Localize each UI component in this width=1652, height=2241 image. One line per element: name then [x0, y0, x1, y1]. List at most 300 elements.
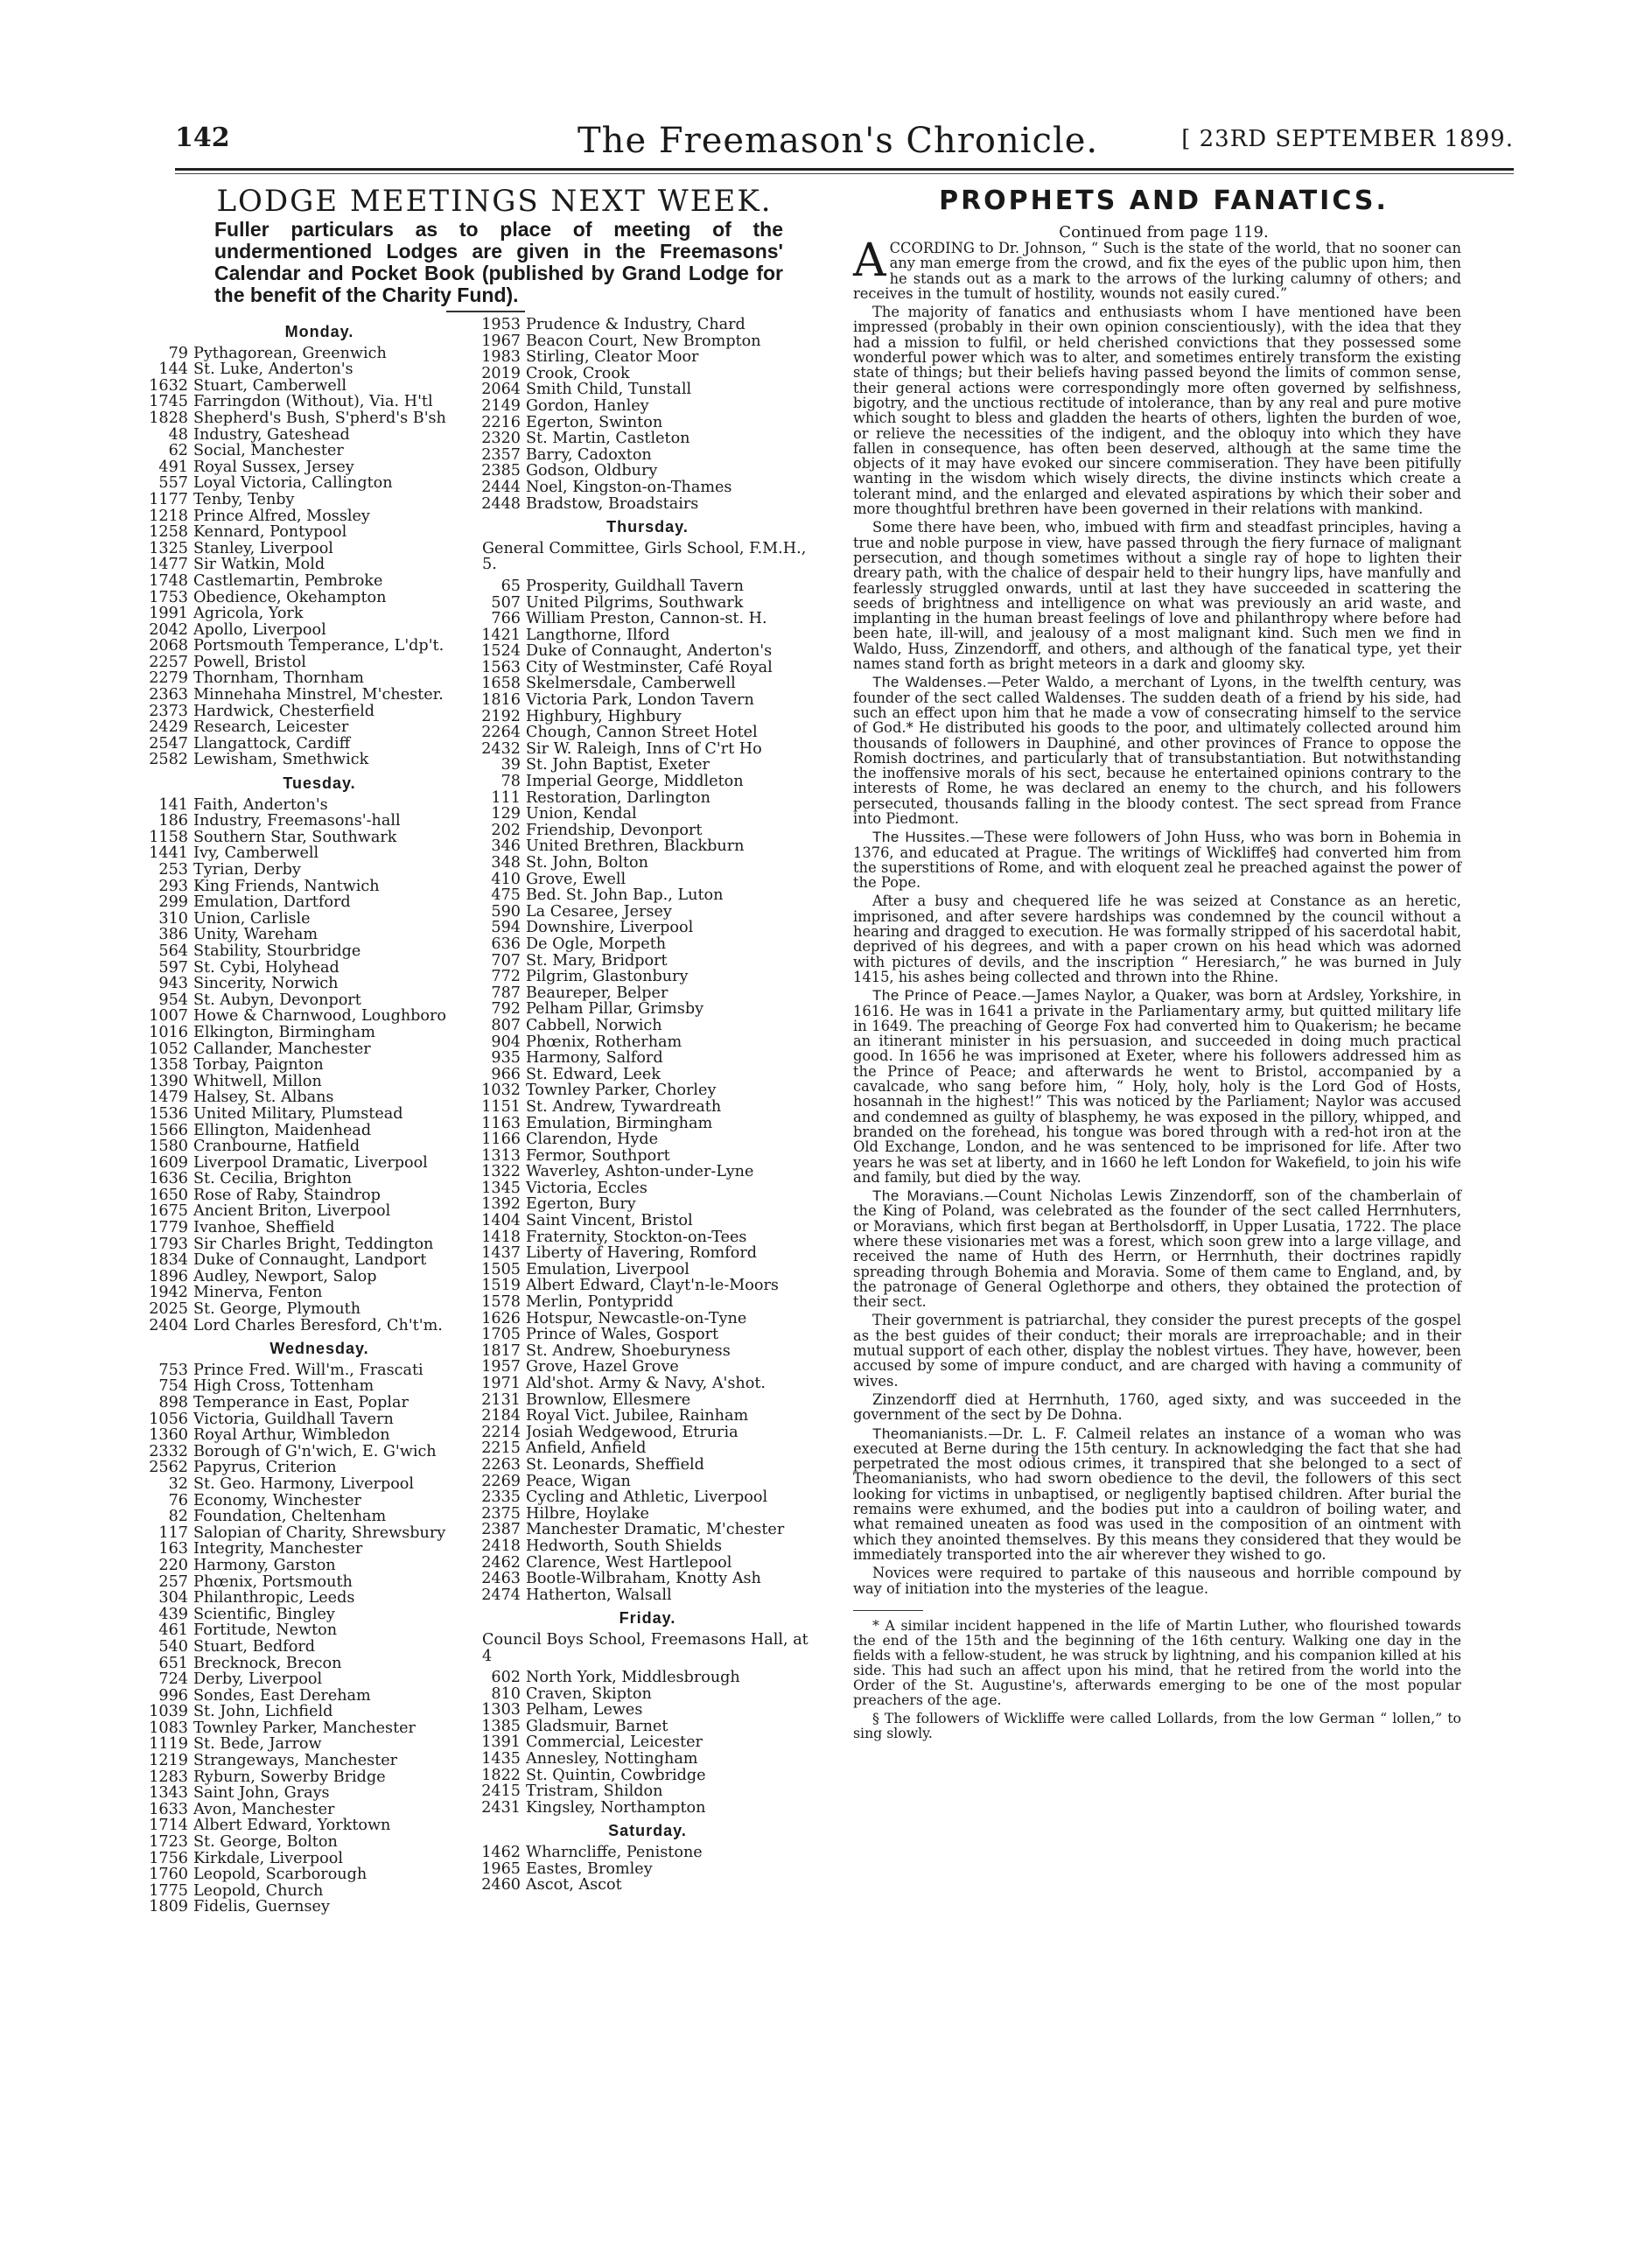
lodge-number: 2444	[481, 478, 521, 496]
lodge-number: 597	[158, 958, 188, 977]
lodge-number: 2335	[481, 1488, 521, 1507]
article-paragraph: The Hussites.—These were followers of John Huss, who was born in Bohemia in 1376, and educated at Prague. The writings of Wickliffe§ had converted him from the superstitions of Rome, and with eloquent zeal he preached against the power of the Pope.	[853, 829, 1461, 892]
lodge-name: Royal Sussex, Jersey	[193, 459, 354, 476]
lodge-number: 111	[491, 788, 521, 807]
lodge-name: Ald'shot. Army & Navy, A'shot.	[526, 1376, 766, 1392]
lodge-entry	[477, 1278, 818, 1294]
lodge-entry	[144, 1427, 494, 1444]
lodge-name: Hedworth, South Shields	[526, 1537, 722, 1555]
lodge-number: 2068	[149, 637, 188, 655]
lodge-name: Southern Star, Southwark	[193, 829, 397, 846]
lodge-name: Union, Carlisle	[193, 910, 311, 928]
lodge-number: 898	[158, 1394, 188, 1411]
lodge-name: Ascot, Ascot	[526, 1877, 622, 1894]
lodge-name: Pythagorean, Greenwich	[193, 345, 387, 362]
lodge-number: 2363	[149, 686, 188, 704]
lodge-meetings-intro: Fuller particulars as to place of meeting of the undermentioned Lodges are given in the Freemasons' Calendar and Pocket Book (published by Grand Lodge for the benefit of the Charity Fund).	[214, 218, 783, 306]
lodge-entry	[144, 1378, 494, 1395]
lodge-number: 461	[158, 1621, 188, 1640]
lodge-number: 1421	[481, 626, 521, 644]
lodge-number: 1519	[481, 1277, 521, 1295]
lodge-name: Halsey, St. Albans	[193, 1089, 334, 1106]
lodge-name: St. Aubyn, Devonport	[193, 991, 361, 1009]
lodge-name: Merlin, Pontypridd	[526, 1294, 674, 1311]
lodge-name: Unity, Wareham	[193, 927, 318, 943]
lodge-name: Kennard, Pontypool	[193, 524, 347, 541]
lodge-entry	[477, 1555, 818, 1572]
lodge-entry	[477, 660, 818, 676]
lodge-number: 163	[158, 1540, 188, 1558]
lodge-name: Stuart, Bedford	[193, 1638, 315, 1656]
lodge-name: Research, Leicester	[193, 719, 349, 736]
lodge-entry	[477, 1018, 818, 1034]
lodge-number: 1345	[481, 1179, 521, 1197]
lodge-number: 129	[491, 805, 521, 823]
lodge-entry	[144, 1476, 494, 1493]
lodge-name: St. Quintin, Cowbridge	[526, 1767, 706, 1784]
lodge-name: Liverpool Dramatic, Liverpool	[193, 1154, 428, 1172]
lodge-name: Agricola, York	[193, 606, 304, 622]
lodge-number: 1626	[481, 1309, 521, 1327]
lodge-name: Stuart, Camberwell	[193, 377, 347, 395]
lodge-entry	[477, 1327, 818, 1343]
lodge-number: 1358	[149, 1056, 188, 1075]
lodge-number: 62	[168, 442, 188, 460]
lodge-number: 1039	[149, 1703, 188, 1721]
article-paragraph: ACCORDING to Dr. Johnson, “ Such is the state of the world, that no sooner can any man emerge from the crowd, and fix the eyes of the public upon him, then he stands out as a mark to the arrows of the lurking calumny of others; and receives in the tumult of hostility, wounds not easily cured.”	[853, 235, 1461, 302]
lodge-entry	[144, 606, 494, 622]
lodge-list-thursday	[477, 578, 818, 1603]
lodge-name: Torbay, Paignton	[193, 1057, 324, 1074]
lodge-name: Crook, Crook	[526, 365, 630, 382]
lodge-name: St. George, Plymouth	[193, 1301, 361, 1318]
lodge-number: 1477	[149, 556, 188, 574]
lodge-number: 1834	[149, 1251, 188, 1270]
lodge-number: 2269	[481, 1472, 521, 1490]
lodge-number: 257	[158, 1572, 188, 1591]
lodge-entry	[144, 911, 494, 928]
lodge-number: 1479	[149, 1089, 188, 1107]
lodge-number: 32	[168, 1474, 188, 1493]
lodge-number: 202	[491, 821, 521, 839]
lodge-entry	[477, 1425, 818, 1441]
lodge-name: St. John Baptist, Exeter	[526, 757, 710, 774]
lodge-number: 2042	[149, 620, 188, 639]
lodge-entry	[144, 1704, 494, 1720]
lodge-name: Emulation, Dartford	[193, 894, 351, 911]
lodge-entry	[477, 985, 818, 1002]
page-number: 142	[175, 123, 230, 153]
lodge-entry	[144, 1318, 494, 1334]
lodge-name: Fidelis, Guernsey	[193, 1899, 330, 1915]
lodge-number: 1745	[149, 393, 188, 411]
lodge-number: 1524	[481, 642, 521, 661]
lodge-name: Bradstow, Broadstairs	[526, 495, 699, 513]
lodge-number: 1056	[149, 1410, 188, 1428]
lodge-name: Fraternity, Stockton-on-Tees	[526, 1229, 747, 1246]
lodge-entry	[144, 1802, 494, 1818]
lodge-number: 1083	[149, 1719, 188, 1737]
lodge-column-right	[477, 317, 818, 1894]
lodge-name: Sondes, East Dereham	[193, 1687, 371, 1705]
lodge-entry	[477, 333, 818, 350]
lodge-number: 386	[158, 926, 188, 944]
lodge-entry	[144, 1509, 494, 1525]
lodge-name: Harmony, Salford	[526, 1050, 663, 1067]
lodge-name: Foundation, Cheltenham	[193, 1509, 387, 1525]
lodge-number: 1303	[481, 1701, 521, 1719]
lodge-number: 787	[491, 984, 521, 1002]
lodge-entry	[144, 1041, 494, 1058]
lodge-number: 2460	[481, 1876, 521, 1894]
lodge-number: 141	[158, 795, 188, 814]
lodge-name: Ivy, Camberwell	[193, 845, 319, 862]
footnote-rule	[853, 1610, 923, 1611]
lodge-name: De Ogle, Morpeth	[526, 935, 667, 953]
lodge-name: St. Cecilia, Brighton	[193, 1171, 353, 1187]
lodge-name: Pelham Pillar, Grimsby	[526, 1001, 704, 1018]
lodge-number: 2216	[481, 413, 521, 431]
lodge-entry	[477, 838, 818, 855]
lodge-entry	[144, 1769, 494, 1786]
lodge-name: Elkington, Birmingham	[193, 1024, 375, 1041]
lodge-number: 2375	[481, 1504, 521, 1523]
article-title: PROPHETS AND FANATICS.	[939, 186, 1389, 216]
lodge-number: 1343	[149, 1784, 188, 1803]
lodge-name: Hotspur, Newcastle-on-Tyne	[526, 1310, 747, 1327]
lodge-entry	[144, 1753, 494, 1769]
lodge-entry	[144, 976, 494, 992]
lodge-number: 724	[158, 1670, 188, 1689]
lodge-number: 1809	[149, 1898, 188, 1916]
lodge-entry	[144, 1817, 494, 1834]
lodge-number: 1219	[149, 1752, 188, 1770]
lodge-name: Fortitude, Newton	[193, 1622, 338, 1639]
lodge-entry	[477, 1067, 818, 1083]
lodge-name: St. Geo. Harmony, Liverpool	[193, 1475, 415, 1493]
lodge-list-wednesday-cont	[477, 317, 818, 512]
lodge-entry	[477, 872, 818, 888]
lodge-entry	[477, 1099, 818, 1116]
lodge-name: Portsmouth Temperance, L'dp't.	[193, 638, 444, 655]
lodge-entry	[144, 1590, 494, 1607]
lodge-name: Leopold, Scarborough	[193, 1866, 368, 1883]
lodge-name: Cabbell, Norwich	[526, 1017, 662, 1034]
lodge-entry	[477, 382, 818, 398]
lodge-number: 39	[500, 756, 521, 774]
lodge-name: Social, Manchester	[193, 443, 344, 459]
lodge-number: 1007	[149, 1007, 188, 1026]
lodge-name: Royal Arthur, Wimbledon	[193, 1427, 390, 1444]
lodge-name: City of Westminster, Café Royal	[526, 659, 773, 676]
lodge-entry	[144, 813, 494, 830]
lodge-entry	[477, 1440, 818, 1457]
lodge-entry	[477, 823, 818, 839]
lodge-name: St. Mary, Bridport	[526, 952, 668, 970]
lodge-number: 1983	[481, 348, 521, 367]
lodge-number: 1675	[149, 1202, 188, 1221]
lodge-entry	[144, 752, 494, 768]
lodge-name: Phœnix, Portsmouth	[193, 1573, 353, 1591]
lodge-entry	[144, 1866, 494, 1883]
lodge-number: 1325	[149, 539, 188, 557]
lodge-number: 2264	[481, 724, 521, 742]
lodge-number: 2429	[149, 718, 188, 737]
lodge-name: Harmony, Garston	[193, 1557, 336, 1574]
lodge-number: 304	[158, 1589, 188, 1607]
friday-committee: Council Boys School, Freemasons Hall, at 4	[482, 1630, 808, 1665]
lodge-name: Leopold, Church	[193, 1882, 324, 1900]
lodge-name: Ellington, Maidenhead	[193, 1122, 372, 1139]
lodge-entry	[477, 904, 818, 921]
lodge-name: Ryburn, Sowerby Bridge	[193, 1768, 386, 1786]
lodge-name: Royal Vict. Jubilee, Rainham	[526, 1408, 749, 1425]
lodge-entry	[477, 1670, 818, 1686]
lodge-number: 1753	[149, 588, 188, 606]
lodge-entry	[477, 1082, 818, 1099]
lodge-entry	[144, 845, 494, 862]
lodge-number: 594	[491, 919, 521, 937]
lodge-number: 1705	[481, 1326, 521, 1344]
lodge-number: 1828	[149, 409, 188, 427]
lodge-list-friday	[477, 1670, 818, 1816]
lodge-entry	[144, 1460, 494, 1476]
lodge-name: Josiah Wedgewood, Etruria	[526, 1424, 738, 1441]
lodge-entry	[144, 1541, 494, 1558]
issue-date: [ 23RD SEPTEMBER 1899.	[1181, 126, 1514, 152]
lodge-name: Scientific, Bingley	[193, 1606, 335, 1623]
lodge-number: 1151	[481, 1097, 521, 1116]
lodge-entry	[144, 1493, 494, 1509]
lodge-number: 540	[158, 1637, 188, 1656]
lodge-number: 792	[491, 1000, 521, 1019]
lodge-name: Liberty of Havering, Romford	[526, 1245, 757, 1262]
masthead: The Freemason's Chronicle.	[578, 121, 1099, 161]
lodge-number: 1418	[481, 1228, 521, 1246]
lodge-entry	[144, 459, 494, 476]
lodge-entry	[477, 953, 818, 970]
lodge-entry	[144, 361, 494, 378]
lodge-name: St. Martin, Castleton	[526, 431, 690, 447]
lodge-number: 1360	[149, 1426, 188, 1445]
lodge-name: Friendship, Devonport	[526, 822, 703, 839]
lodge-entry	[477, 578, 818, 595]
lodge-entry	[477, 366, 818, 382]
lodge-entry	[477, 398, 818, 415]
lodge-entry	[477, 709, 818, 725]
lodge-number: 1163	[481, 1114, 521, 1132]
lodge-entry	[477, 1538, 818, 1555]
lodge-name: Hardwick, Chesterfield	[193, 703, 375, 720]
lodge-number: 1390	[149, 1072, 188, 1090]
lodge-name: Stirling, Cleator Moor	[526, 349, 699, 366]
lodge-number: 1462	[481, 1844, 521, 1862]
lodge-name: Prosperity, Guildhall Tavern	[526, 578, 744, 595]
lodge-number: 253	[158, 861, 188, 879]
lodge-number: 1748	[149, 571, 188, 590]
lodge-name: Sir W. Raleigh, Inns of C'rt Ho	[526, 740, 762, 758]
lodge-number: 772	[491, 968, 521, 986]
lodge-name: Duke of Connaught, Anderton's	[526, 643, 773, 660]
lodge-entry	[144, 541, 494, 557]
article-paragraph: Theomanianists.—Dr. L. F. Calmeil relates an instance of a woman who was executed at Berne during the 15th century. In acknowledging the fact that she had perpetrated the most odious crimes, it transpired that she belonged to a sect of Theomanianists, who had sworn obedience to the devil, the followers of this sect looking for victims in unbaptised, or negligently baptised children. After burial the remains were exhumed, and the bodies put into a cauldron of boiling water, and what remained uneaten as food was used in the composition of an ointment with which they anointed themselves. By this means they considered that they would be immediately transported into the air wherever they wished to go.	[853, 1425, 1461, 1563]
lodge-number: 1258	[149, 523, 188, 542]
lodge-name: Skelmersdale, Camberwell	[526, 676, 736, 693]
lodge-name: Sir Charles Bright, Teddington	[193, 1236, 434, 1253]
lodge-number: 117	[158, 1523, 188, 1542]
lodge-name: Bed. St. John Bap., Luton	[526, 887, 724, 904]
lodge-number: 1578	[481, 1293, 521, 1312]
lodge-name: Thornham, Thornham	[193, 670, 364, 688]
lodge-name: Apollo, Liverpool	[193, 621, 326, 639]
article-paragraph: The Moravians.—Count Nicholas Lewis Zinzendorff, son of the chamberlain of the King of Poland, was celebrated as the founder of the sect called Herrnhuters, or Moravians, which first began at Bertholsdorff, in Upper Lusatia, 1722. The place where these visionaries met was a forest, which soon grew into a large village, and received the name of Huth des Herrn, or Herrnhuth, their doctrines rapidly spreading through Bohemia and Moravia. Some of them came to England, and, by the patronage of General Oglethorpe and others, they obtained the protection of their sect.	[853, 1187, 1461, 1311]
lodge-entry	[144, 1269, 494, 1285]
lodge-entry	[144, 655, 494, 671]
lodge-number: 753	[158, 1361, 188, 1379]
lodge-entry	[477, 611, 818, 627]
lodge-number: 475	[491, 886, 521, 905]
lodge-name: St. Leonards, Sheffield	[526, 1456, 704, 1474]
lodge-entry	[477, 1768, 818, 1784]
lodge-name: Tristram, Shildon	[526, 1783, 663, 1800]
lodge-entry	[144, 1411, 494, 1428]
lodge-number: 1953	[481, 316, 521, 333]
lodge-name: Economy, Winchester	[193, 1492, 361, 1509]
lodge-number: 1435	[481, 1750, 521, 1768]
lodge-entry	[477, 1408, 818, 1425]
lodge-name: Stability, Stourbridge	[193, 942, 361, 960]
lodge-entry	[477, 741, 818, 758]
lodge-name: Prince Fred. Will'm., Frascati	[193, 1362, 424, 1379]
lodge-name: Egerton, Bury	[526, 1196, 636, 1214]
lodge-entry	[144, 378, 494, 395]
lodge-name: Rose of Raby, Staindrop	[193, 1187, 381, 1204]
day-heading-friday: Friday.	[619, 1609, 676, 1628]
lodge-name: Albert Edward, Clayt'n-le-Moors	[526, 1278, 779, 1295]
lodge-name: Prudence & Industry, Chard	[526, 317, 746, 333]
lodge-name: Gladsmuir, Barnet	[526, 1718, 668, 1735]
thursday-committee: General Committee, Girls School, F.M.H., 5.	[482, 539, 807, 574]
lodge-number: 1723	[149, 1833, 188, 1852]
lodge-entry	[144, 410, 494, 427]
lodge-entry	[144, 1688, 494, 1705]
lodge-number: 766	[491, 610, 521, 628]
lodge-entry	[477, 774, 818, 790]
lodge-number: 2404	[149, 1316, 188, 1334]
lodge-name: Union, Kendal	[526, 806, 637, 823]
lodge-name: Hilbre, Hoylake	[526, 1505, 649, 1523]
lodge-entry	[144, 879, 494, 895]
lodge-name: Langthorne, Ilford	[526, 627, 670, 644]
lodge-name: Lord Charles Beresford, Ch't'm.	[193, 1317, 443, 1334]
lodge-number: 439	[158, 1605, 188, 1623]
day-heading-thursday: Thursday.	[606, 518, 689, 536]
lodge-number: 1650	[149, 1186, 188, 1204]
lodge-entry	[144, 638, 494, 655]
lodge-number: 2462	[481, 1553, 521, 1572]
lodge-name: Wharncliffe, Penistone	[526, 1845, 703, 1861]
lodge-name: Pelham, Lewes	[526, 1702, 643, 1719]
lodge-list-saturday	[477, 1845, 818, 1894]
lodge-number: 2184	[481, 1407, 521, 1425]
lodge-entry	[477, 1686, 818, 1703]
drop-cap: A	[853, 235, 886, 287]
lodge-name: Downshire, Liverpool	[526, 920, 694, 936]
lodge-name: Whitwell, Millon	[193, 1073, 322, 1090]
lodge-name: Emulation, Liverpool	[526, 1261, 690, 1278]
lodge-number: 2025	[149, 1300, 188, 1319]
lodge-name: Grove, Ewell	[526, 871, 626, 888]
lodge-entry	[144, 1622, 494, 1639]
lodge-number: 2332	[149, 1442, 188, 1460]
lodge-list-tuesday	[144, 797, 494, 1334]
page-header	[175, 123, 1514, 166]
lodge-number: 2019	[481, 364, 521, 382]
article-paragraph: After a busy and chequered life he was seized at Constance as an heretic, imprisoned, and after severe hardships was condemned by the council without a hearing and dragged to execution. He was formally stripped of his sacerdotal habit, deprived of his degrees, and with a paper crown on his head which was adorned with pictures of devils, and the inscription “ Heresiarch,” he was burned in July 1415, his ashes being collected and thrown into the Rhine.	[853, 893, 1461, 985]
lodge-name: Kirkdale, Liverpool	[193, 1850, 343, 1867]
lodge-name: Llangattock, Cardiff	[193, 735, 351, 753]
lodge-entry	[477, 1229, 818, 1246]
lodge-name: Philanthropic, Leeds	[193, 1590, 355, 1607]
lodge-entry	[144, 1187, 494, 1204]
lodge-name: Commercial, Leicester	[526, 1734, 703, 1752]
lodge-name: Victoria, Eccles	[526, 1180, 648, 1197]
lodge-name: St. Andrew, Shoeburyness	[526, 1342, 731, 1360]
lodge-name: Barry, Cadoxton	[526, 446, 652, 464]
lodge-number: 1971	[481, 1375, 521, 1392]
header-rule	[175, 168, 1514, 171]
lodge-name: Cranbourne, Hatfield	[193, 1138, 360, 1155]
lodge-number: 346	[491, 837, 521, 856]
lodge-number: 348	[491, 854, 521, 872]
lodge-name: Ancient Briton, Liverpool	[193, 1203, 391, 1221]
lodge-number: 1391	[481, 1733, 521, 1752]
lodge-number: 2131	[481, 1390, 521, 1409]
lodge-entry	[477, 1702, 818, 1719]
lodge-name: Salopian of Charity, Shrewsbury	[193, 1524, 446, 1542]
lodge-entry	[477, 1359, 818, 1376]
lodge-entry	[144, 992, 494, 1009]
lodge-name: Tenby, Tenby	[193, 491, 295, 508]
lodge-entry	[477, 447, 818, 464]
lodge-entry	[477, 1001, 818, 1018]
lodge-entry	[477, 1506, 818, 1523]
lodge-entry	[144, 1025, 494, 1041]
lodge-number: 2385	[481, 462, 521, 480]
lodge-entry	[144, 704, 494, 720]
lodge-name: Faith, Anderton's	[193, 796, 328, 814]
lodge-name: Imperial George, Middleton	[526, 774, 744, 790]
lodge-entry	[144, 1203, 494, 1220]
lodge-name: Albert Edward, Yorktown	[193, 1817, 391, 1835]
lodge-name: Avon, Manchester	[193, 1801, 335, 1818]
lodge-number: 2215	[481, 1439, 521, 1458]
lodge-entry	[477, 757, 818, 774]
lodge-name: St. Cybi, Holyhead	[193, 959, 340, 977]
lodge-number: 1793	[149, 1235, 188, 1253]
lodge-entry	[144, 1736, 494, 1753]
lodge-number: 996	[158, 1686, 188, 1705]
lodge-entry	[477, 415, 818, 431]
lodge-number: 2064	[481, 381, 521, 399]
lodge-number: 2387	[481, 1521, 521, 1539]
day-heading-monday: Monday.	[284, 323, 354, 340]
lodge-name: Victoria, Guildhall Tavern	[193, 1411, 394, 1428]
lodge-entry	[477, 1213, 818, 1229]
header-rule-thin	[175, 173, 1514, 174]
lodge-number: 1505	[481, 1260, 521, 1278]
lodge-name: Emulation, Birmingham	[526, 1115, 713, 1132]
